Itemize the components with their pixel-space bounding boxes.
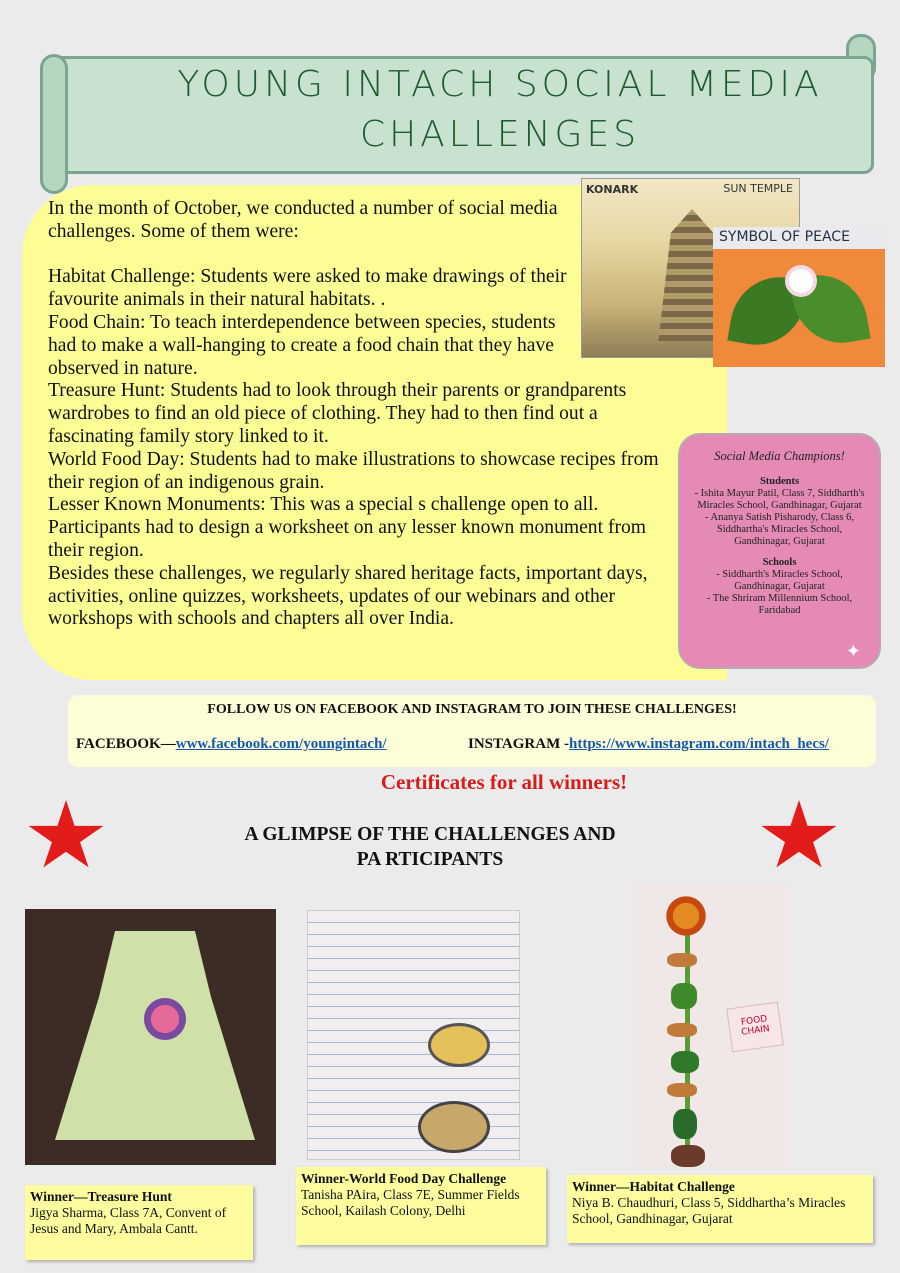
besides-paragraph: Besides these challenges, we regularly shared heritage facts, important days, activities, online quizzes, worksheets, updates of our webinars and other workshops with schools and chapters all over India. [48,562,648,630]
chain-element [667,1023,697,1037]
banner-scroll-curl-left [40,54,68,194]
page-title-line2: CHALLENGES [359,114,641,155]
chain-element [673,1109,697,1139]
bowl-drawing [428,1023,490,1067]
champion-school: - The Shriram Millennium School, Faridabad [706,593,853,616]
instagram-line [468,736,829,753]
instagram-link[interactable]: https://www.instagram.com/intach_hecs/ [568,736,829,752]
world-food-day-paragraph: World Food Day: Students had to make illustrations to showcase recipes from their region of an indigenous grain. [48,448,659,493]
chain-element [667,953,697,967]
floral-print-shape [130,989,200,1049]
caption-title: Winner—Habitat Challenge [572,1179,735,1194]
glimpse-heading-line1: A GLIMPSE OF THE CHALLENGES AND [244,824,616,845]
champion-student: - Ishita Mayur Patil, Class 7, Siddharth's Miracles School, Gandhinagar, Gujarat [694,488,865,511]
habitat-paragraph: Habitat Challenge: Students were asked to make drawings of their favourite animals in their natural habitats. . [48,266,567,311]
facebook-line [76,736,387,753]
champion-student: - Ananya Satish Pisharody, Class 6, Siddhartha's Miracles School, Gandhinagar, Gujarat [705,512,854,547]
caption-treasure-hunt [25,1185,253,1260]
caption-text: Tanisha PAira, Class 7E, Summer Fields School, Kailash Colony, Delhi [301,1187,520,1218]
food-chain-paragraph: Food Chain: To teach interdependence between species, students had to make a wall-hanging to create a food chain that they have observed in nature. [48,311,556,379]
symbol-of-peace-artwork [713,227,885,367]
sparkle-icon: ✦ [845,641,861,661]
schools-heading: Schools [762,557,797,568]
drawing-label-konark: KONARK [586,183,639,196]
follow-heading: FOLLOW US ON FACEBOOK AND INSTAGRAM TO JOIN THESE CHALLENGES! [207,702,737,717]
dish-drawing [418,1101,490,1153]
artwork-label: SYMBOL OF PEACE [719,229,850,245]
social-media-champions-box [678,433,881,669]
caption-habitat [567,1175,873,1243]
caption-text: Jigya Sharma, Class 7A, Convent of Jesus and Mary, Ambala Cantt. [30,1205,227,1236]
treasure-hunt-dress-photo [25,909,276,1165]
champions-title: Social Media Champions! [714,449,845,463]
sun-cutout [663,893,709,939]
article-body [48,198,673,631]
red-star-icon [27,800,105,874]
instagram-label: INSTAGRAM - [468,736,569,752]
food-chain-wall-hanging-photo [637,883,791,1168]
treasure-hunt-paragraph: Treasure Hunt: Students had to look through their parents or grandparents wardrobes to find an old piece of clothing. They had to then find out a fascinating family story linked to it. [48,380,627,447]
food-chain-card: FOOD CHAIN [726,1002,784,1053]
page-title-line1: YOUNG INTACH SOCIAL MEDIA [177,64,823,105]
certificates-note: Certificates for all winners! [380,770,628,794]
facebook-link[interactable]: www.facebook.com/youngintach/ [175,736,387,752]
facebook-label: FACEBOOK— [76,736,176,752]
champion-school: - Siddharth's Miracles School, Gandhinagar, Gujarat [716,569,843,592]
drawing-label-sun-temple: SUN TEMPLE [723,182,793,195]
caption-title: Winner—Treasure Hunt [30,1189,172,1204]
students-heading: Students [759,476,800,487]
monuments-paragraph: Lesser Known Monuments: This was a special s challenge open to all. Participants had to design a worksheet on any lesser known monument from their region. [48,494,647,561]
caption-title: Winner-World Food Day Challenge [301,1171,507,1186]
page-title [110,60,890,160]
red-star-icon [760,800,838,874]
chain-element [671,1051,699,1073]
intro-paragraph: In the month of October, we conducted a number of social media challenges. Some of them were: [48,198,558,242]
chain-element [671,1145,705,1167]
glimpse-heading [180,822,680,872]
glimpse-heading-line2: PA RTICIPANTS [356,849,504,870]
food-day-notebook-photo [307,910,520,1160]
flower-shape [789,269,813,293]
caption-world-food-day [296,1167,546,1245]
caption-text: Niya B. Chaudhuri, Class 5, Siddhartha’s Miracles School, Gandhinagar, Gujarat [572,1195,846,1226]
chain-element [671,983,697,1009]
chain-element [667,1083,697,1097]
